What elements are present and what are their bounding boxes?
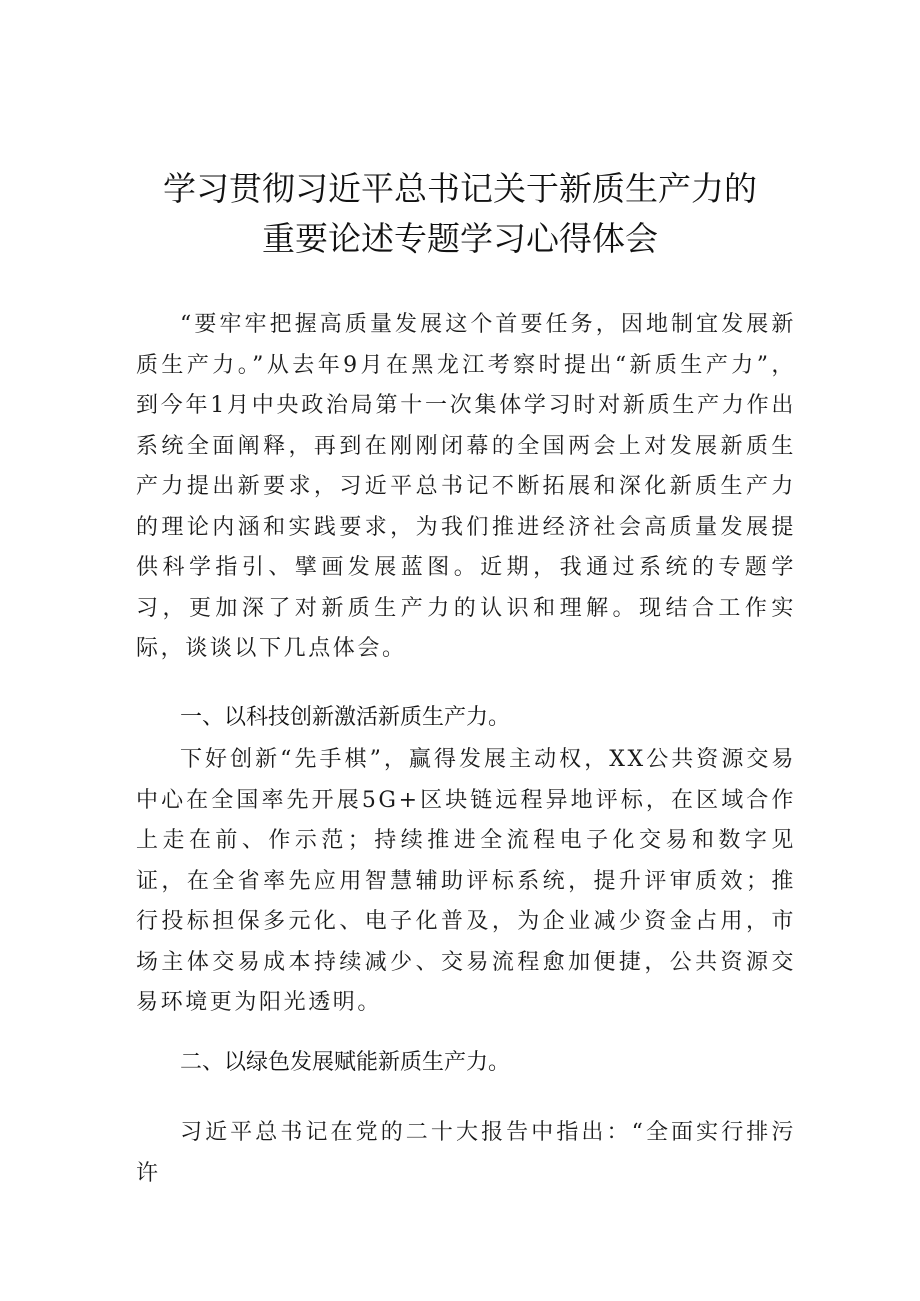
document-title-line-2: 重要论述专题学习心得体会 (262, 219, 658, 258)
section-heading-1: 一、以科技创新激活新质生产力。 (180, 705, 511, 730)
section-heading-2: 二、以绿色发展赋能新质生产力。 (180, 1050, 511, 1075)
section-2-paragraph: 习近平总书记在党的二十大报告中指出：“全面实行排污许 (136, 1120, 796, 1186)
section-1-paragraph: 下好创新“先手棋”，赢得发展主动权，XX公共资源交易中心在全国率先开展5G+区块链远程异地评标，在区域合作上走在前、作示范；持续推进全流程电子化交易和数字见证，在全省率先应用智慧辅助评标系统，提升评审质效；推行投标担保多元化、电子化普及，为企业减少资金占用，市场主体交易成本持续减少、交易流程愈加便捷，公共资源交易环境更为阳光透明。 (136, 747, 796, 1015)
document-title-line-1: 学习贯彻习近平总书记关于新质生产力的 (163, 169, 757, 208)
intro-paragraph: “要牢牢把握高质量发展这个首要任务，因地制宜发展新质生产力。”从去年9月在黑龙江考察时提出“新质生产力”，到今年1月中央政治局第十一次集体学习时对新质生产力作出系统全面阐释，再到在刚刚闭幕的全国两会上对发展新质生产力提出新要求，习近平总书记不断拓展和深化新质生产力的理论内涵和实践要求，为我们推进经济社会高质量发展提供科学指引、擘画发展蓝图。近期，我通过系统的专题学习，更加深了对新质生产力的认识和理解。现结合工作实际，谈谈以下几点体会。 (136, 312, 796, 661)
